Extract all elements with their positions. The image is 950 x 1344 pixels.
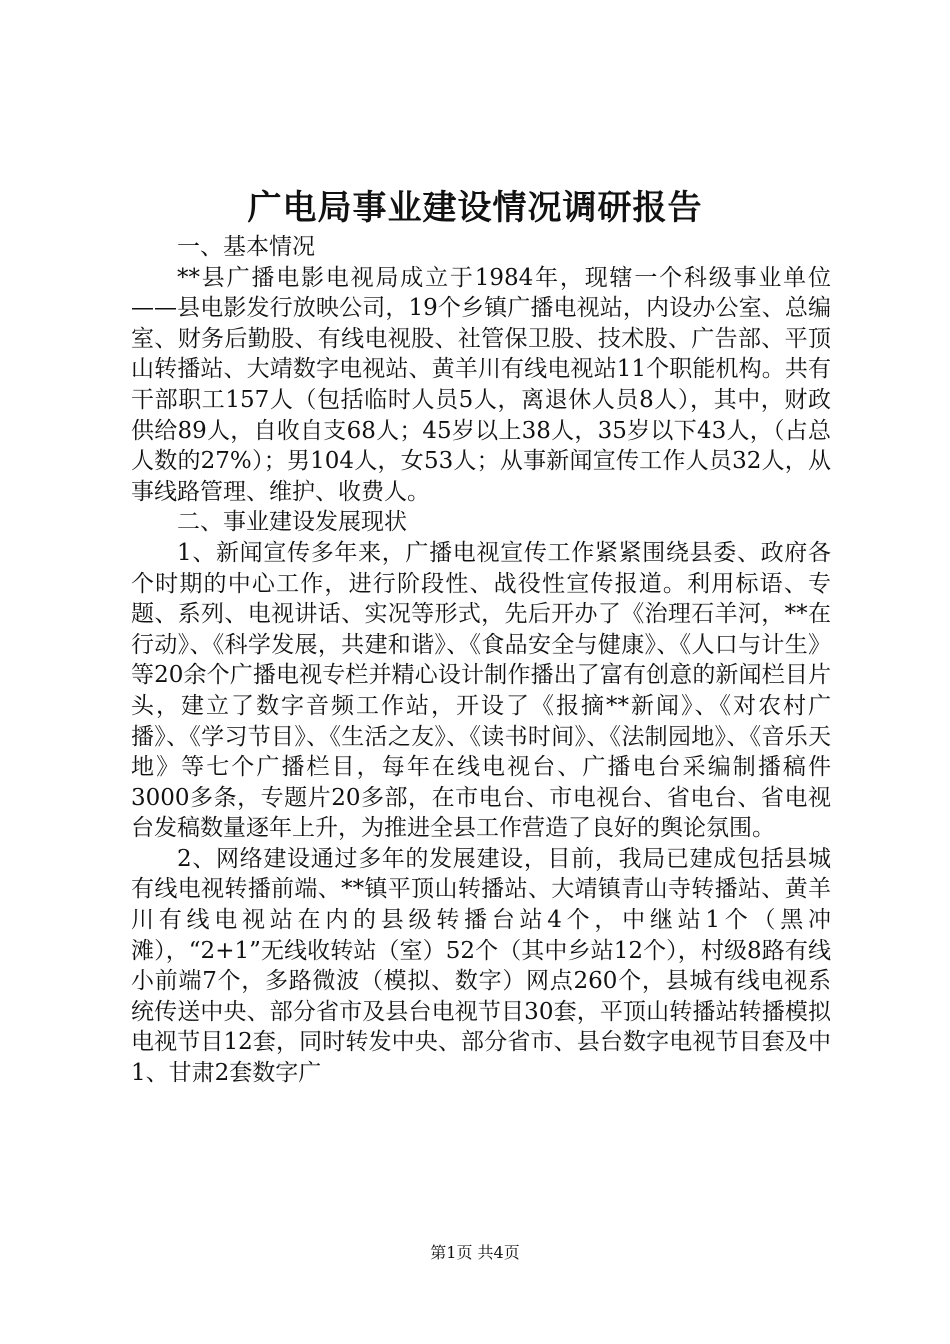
page-title: 广电局事业建设情况调研报告 (247, 188, 703, 228)
body-paragraph: 2、网络建设通过多年的发展建设，目前，我局已建成包括县城有线电视转播前端、**镇平顶山转播站、大靖镇青山寺转播站、黄羊川有线电视站在内的县级转播台站4个，中继站1个（黑冲滩），“2+1”无线收转站（室）52个（其中乡站12个），村级8路有线小前端7个，多路微波（模拟、数字）网点260个，县城有线电视系统传送中央、部分省市及县台电视节目30套，平顶山转播站转播模拟电视节目12套，同时转发中央、部分省市、县台数字电视节目套及中1、甘肃2套数字广 (131, 845, 831, 1087)
document-body (131, 232, 831, 1089)
page-footer: 第1页 共4页 (430, 1243, 520, 1262)
body-paragraph: 1、新闻宣传多年来，广播电视宣传工作紧紧围绕县委、政府各个时期的中心工作，进行阶段性、战役性宣传报道。利用标语、专题、系列、电视讲话、实况等形式，先后开办了《治理石羊河，**在行动》、《科学发展，共建和谐》、《食品安全与健康》、《人口与计生》等20余个广播电视专栏并精心设计制作播出了富有创意的新闻栏目片头，建立了数字音频工作站，开设了《报摘**新闻》、《对农村广播》、《学习节目》、《生活之友》、《读书时间》、《法制园地》、《音乐天地》等七个广播栏目，每年在线电视台、广播电台采编制播稿件3000多条，专题片20多部，在市电台、市电视台、省电台、省电视台发稿数量逐年上升，为推进全县工作营造了良好的舆论氛围。 (131, 539, 831, 842)
section-heading: 二、事业建设发展现状 (177, 509, 407, 536)
body-paragraph: **县广播电影电视局成立于1984年，现辖一个科级事业单位——县电影发行放映公司，19个乡镇广播电视站，内设办公室、总编室、财务后勤股、有线电视股、社管保卫股、技术股、广告部、平顶山转播站、大靖数字电视站、黄羊川有线电视站11个职能机构。共有干部职工157人（包括临时人员5人，离退休人员8人），其中，财政供给89人，自收自支68人；45岁以上38人，35岁以下43人，（占总人数的27%）；男104人，女53人；从事新闻宣传工作人员32人，从事线路管理、维护、收费人。 (131, 264, 831, 505)
section-heading: 一、基本情况 (177, 234, 315, 260)
